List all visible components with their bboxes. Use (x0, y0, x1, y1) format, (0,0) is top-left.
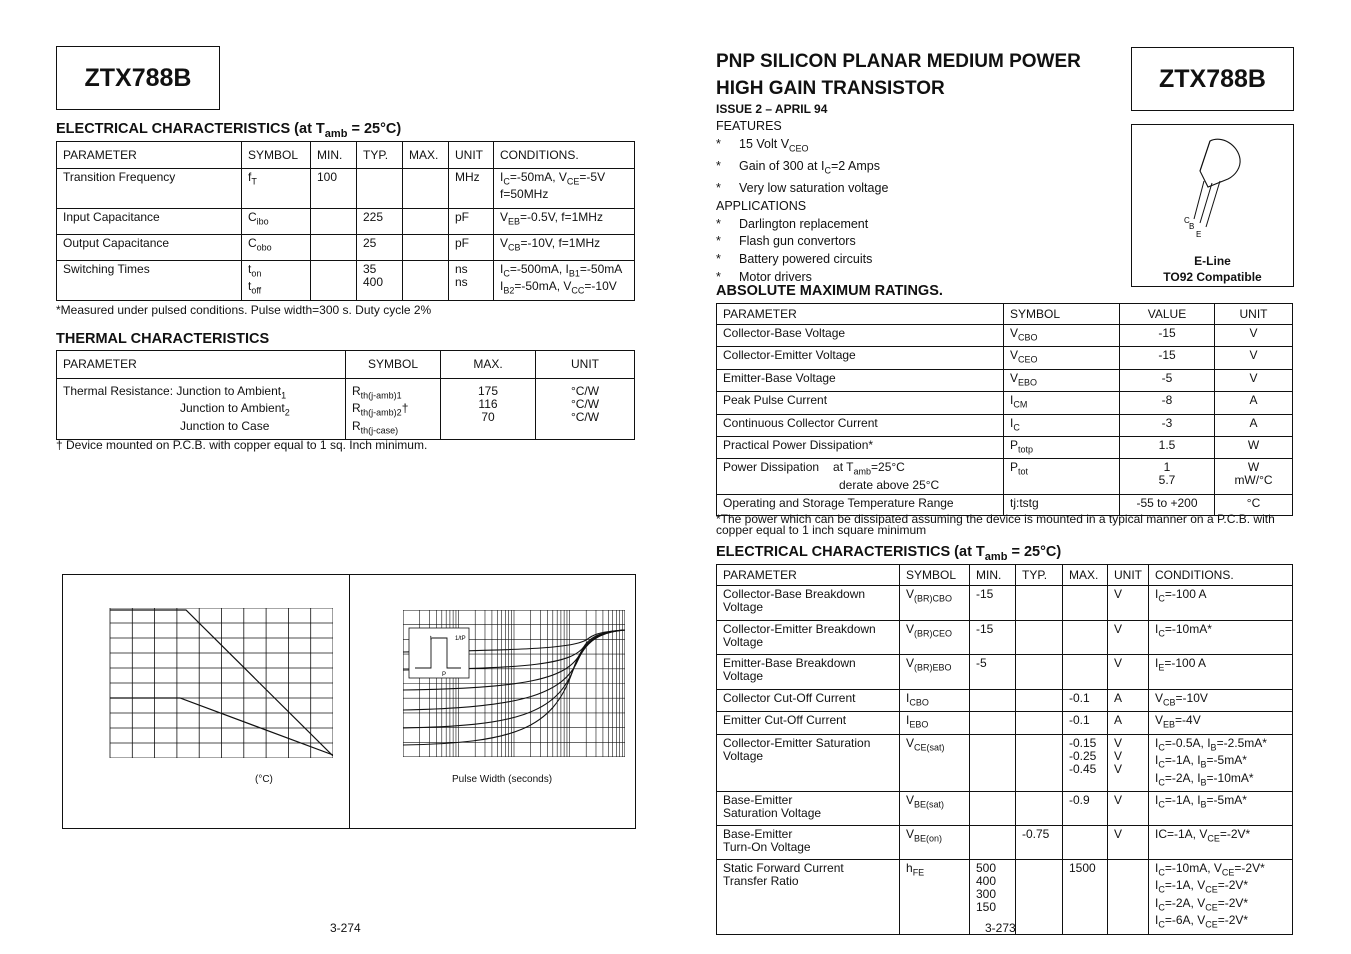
th-symbol: SYMBOL (1004, 304, 1120, 325)
table-row: Static Forward Current Transfer Ratio $h_{FE}$ 500 400 300 150 1500 $I_C=-10mA$, $V_{CE}=-2V*$ $I_C=-1A$, $V_{CE}=-2V*$ $I_C=-2A$, $V_{CE}=-2V*$ $I_C=-6A$, $V_{CE}=-2V*$ (717, 859, 1293, 934)
thermal-table (56, 350, 635, 440)
th-unit: UNIT (1108, 565, 1149, 586)
graph1-xlabel: (°C) (255, 774, 273, 785)
th-typ: TYP. (357, 142, 403, 169)
derating-graph (108, 608, 333, 758)
svg-text:B: B (1189, 222, 1195, 231)
pulse-graph (403, 610, 625, 757)
dagger-note: † Device mounted on P.C.B. with copper equal to 1 sq. Inch minimum. (56, 438, 428, 452)
table-row: Input Capacitance $C_{ibo}$ 225 pF $V_{EB}=-0.5V$, f=1MHz (57, 209, 635, 235)
table-row: Base-Emitter Turn-On Voltage $V_{BE(on)}$ -0.75 V IC=-1A, $V_{CE}=-2V*$ (717, 825, 1293, 859)
svg-text:t: t (430, 636, 432, 642)
table-row: Base-Emitter Saturation Voltage $V_{BE(sat)}$ -0.9 V $I_C=-1A$, $I_B=-5mA*$ (717, 791, 1293, 825)
table-row: Collector-Base Voltage $V_{CBO}$ -15 V (717, 325, 1293, 347)
th-max: MAX. (1063, 565, 1108, 586)
th-unit: UNIT (449, 142, 494, 169)
table-row: Practical Power Dissipation* $P_{totp}$ 1.5 W (717, 436, 1293, 458)
table-row: Collector-Emitter Saturation Voltage $V_{CE(sat)}$ -0.15 -0.25 -0.45 V V V $I_C=-0.5A$, $I_B=-2.5mA*$ $I_C=-1A$, $I_B=-5mA*$ $I_C=-2A$, $I_B=-10mA*$ (717, 734, 1293, 791)
left-part-number: ZTX788B (84, 63, 192, 92)
left-page-number: 3-274 (330, 921, 361, 935)
left-part-number-box (56, 46, 220, 110)
table-row: Transition Frequency $f_T$ 100 MHz $I_C=-50mA$, $V_{CE}=-5V$ f=50MHz (57, 169, 635, 209)
th-symbol: SYMBOL (242, 142, 311, 169)
package-compat: TO92 Compatible (1163, 270, 1262, 284)
table-row: Thermal Resistance: Junction to Ambient$_1$ Junction to Ambient$_2$ Junction to Case $R_{th(j-amb)1}$ $R_{th(j-amb)2}\dagger$ $R_{th(j-case)}$ 175 116 70 °C/W °C/W °C/W (57, 379, 635, 440)
thermal-title: THERMAL CHARACTERISTICS (56, 331, 270, 347)
table-row: Collector-Base Breakdown Voltage $V_{(BR)CBO}$ -15 V $I_C=-100$ A (717, 586, 1293, 621)
list-item: * Very low saturation voltage (716, 181, 889, 196)
table-row: Emitter Cut-Off Current $I_{EBO}$ -0.1 A $V_{EB}=-4V$ (717, 712, 1293, 734)
table-row: Emitter-Base Breakdown Voltage $V_{(BR)EBO}$ -5 V $I_E=-100$ A (717, 655, 1293, 690)
list-item: * 15 Volt $V_{CEO}$ (716, 136, 809, 154)
th-min: MIN. (311, 142, 357, 169)
pulse-note: *Measured under pulsed conditions. Pulse width=300 s. Duty cycle 2% (56, 303, 432, 317)
table-row: Switching Times $t_{on}$ $t_{off}$ 35 400 ns ns $I_C=-500mA$, $I_{B1}=-50mA$ $I_{B2}=-50mA$, $V_{CC}=-10V$ (57, 261, 635, 301)
list-item: * Motor drivers (716, 269, 812, 284)
table-row: Output Capacitance $C_{obo}$ 25 pF $V_{CB}=-10V$, f=1MHz (57, 235, 635, 261)
th-unit: UNIT (536, 351, 635, 379)
th-value: VALUE (1120, 304, 1215, 325)
right-part-number-box (1131, 47, 1294, 111)
th-unit: UNIT (1215, 304, 1293, 325)
list-item: * Darlington replacement (716, 216, 869, 231)
th-typ: TYP. (1016, 565, 1063, 586)
abs-max-table (716, 303, 1293, 516)
table-row: Collector-Emitter Voltage $V_{CEO}$ -15 V (717, 347, 1293, 369)
th-parameter: PARAMETER (717, 304, 1004, 325)
th-symbol: SYMBOL (900, 565, 970, 586)
table-row: Continuous Collector Current $I_C$ -3 A (717, 414, 1293, 436)
table-row: Emitter-Base Voltage $V_{EBO}$ -5 V (717, 369, 1293, 391)
svg-text:P: P (442, 672, 447, 678)
table-row: Collector Cut-Off Current $I_{CBO}$ -0.1 A $V_{CB}=-10V$ (717, 690, 1293, 712)
th-min: MIN. (970, 565, 1016, 586)
left-elec-table (56, 141, 635, 301)
right-elec-table (716, 564, 1293, 935)
th-conditions: CONDITIONS. (1149, 565, 1293, 586)
graph2-xlabel: Pulse Width (seconds) (452, 774, 553, 785)
left-elec-title: ELECTRICAL CHARACTERISTICS (at $T_{amb} = 25^\circ C$) (56, 121, 402, 140)
th-parameter: PARAMETER (57, 142, 242, 169)
issue-line: ISSUE 2 – APRIL 94 (716, 102, 828, 116)
table-row: Peak Pulse Current $I_{CM}$ -8 A (717, 392, 1293, 414)
abs-title: ABSOLUTE MAXIMUM RATINGS. (716, 283, 943, 299)
th-parameter: PARAMETER (57, 351, 346, 379)
list-item: * Flash gun convertors (716, 234, 856, 249)
features-list (716, 118, 888, 286)
package-name: E-Line (1194, 254, 1231, 268)
applications-title: APPLICATIONS (716, 198, 807, 213)
th-symbol: SYMBOL (346, 351, 441, 379)
list-item: * Gain of 300 at $I_C=2$ Amps (716, 158, 880, 176)
th-max: MAX. (441, 351, 536, 379)
to92-package-icon (1172, 131, 1252, 241)
table-row: Power Dissipation at $T_{amb}=25^\circ C$ derate above 25°C $P_{tot}$ 1 5.7 W mW/°C (717, 459, 1293, 494)
package-box (1131, 124, 1294, 287)
right-page-number: 3-273 (985, 921, 1016, 935)
abs-note: *The power which can be dissipated assuming the device is mounted in a typical manner on a P.C.B. with copper equal to 1 inch square minimum (716, 512, 1275, 537)
svg-text:1/tP: 1/tP (455, 636, 466, 642)
th-parameter: PARAMETER (717, 565, 900, 586)
device-title: PNP SILICON PLANAR MEDIUM POWER HIGH GAIN TRANSISTOR (716, 51, 1081, 99)
th-conditions: CONDITIONS. (494, 142, 635, 169)
right-elec-title: ELECTRICAL CHARACTERISTICS (at $T_{amb} = 25^\circ C$) (716, 544, 1062, 563)
svg-text:E: E (1196, 230, 1202, 239)
table-row: Collector-Emitter Breakdown Voltage $V_{(BR)CEO}$ -15 V $I_C=-10mA*$ (717, 621, 1293, 655)
right-part-number: ZTX788B (1159, 64, 1266, 93)
th-max: MAX. (403, 142, 449, 169)
features-title: FEATURES (716, 119, 782, 133)
table-row: Operating and Storage Temperature Range tj:tstg -55 to +200 °C (717, 494, 1293, 515)
list-item: * Battery powered circuits (716, 251, 873, 266)
svg-text:C: C (1184, 216, 1190, 225)
